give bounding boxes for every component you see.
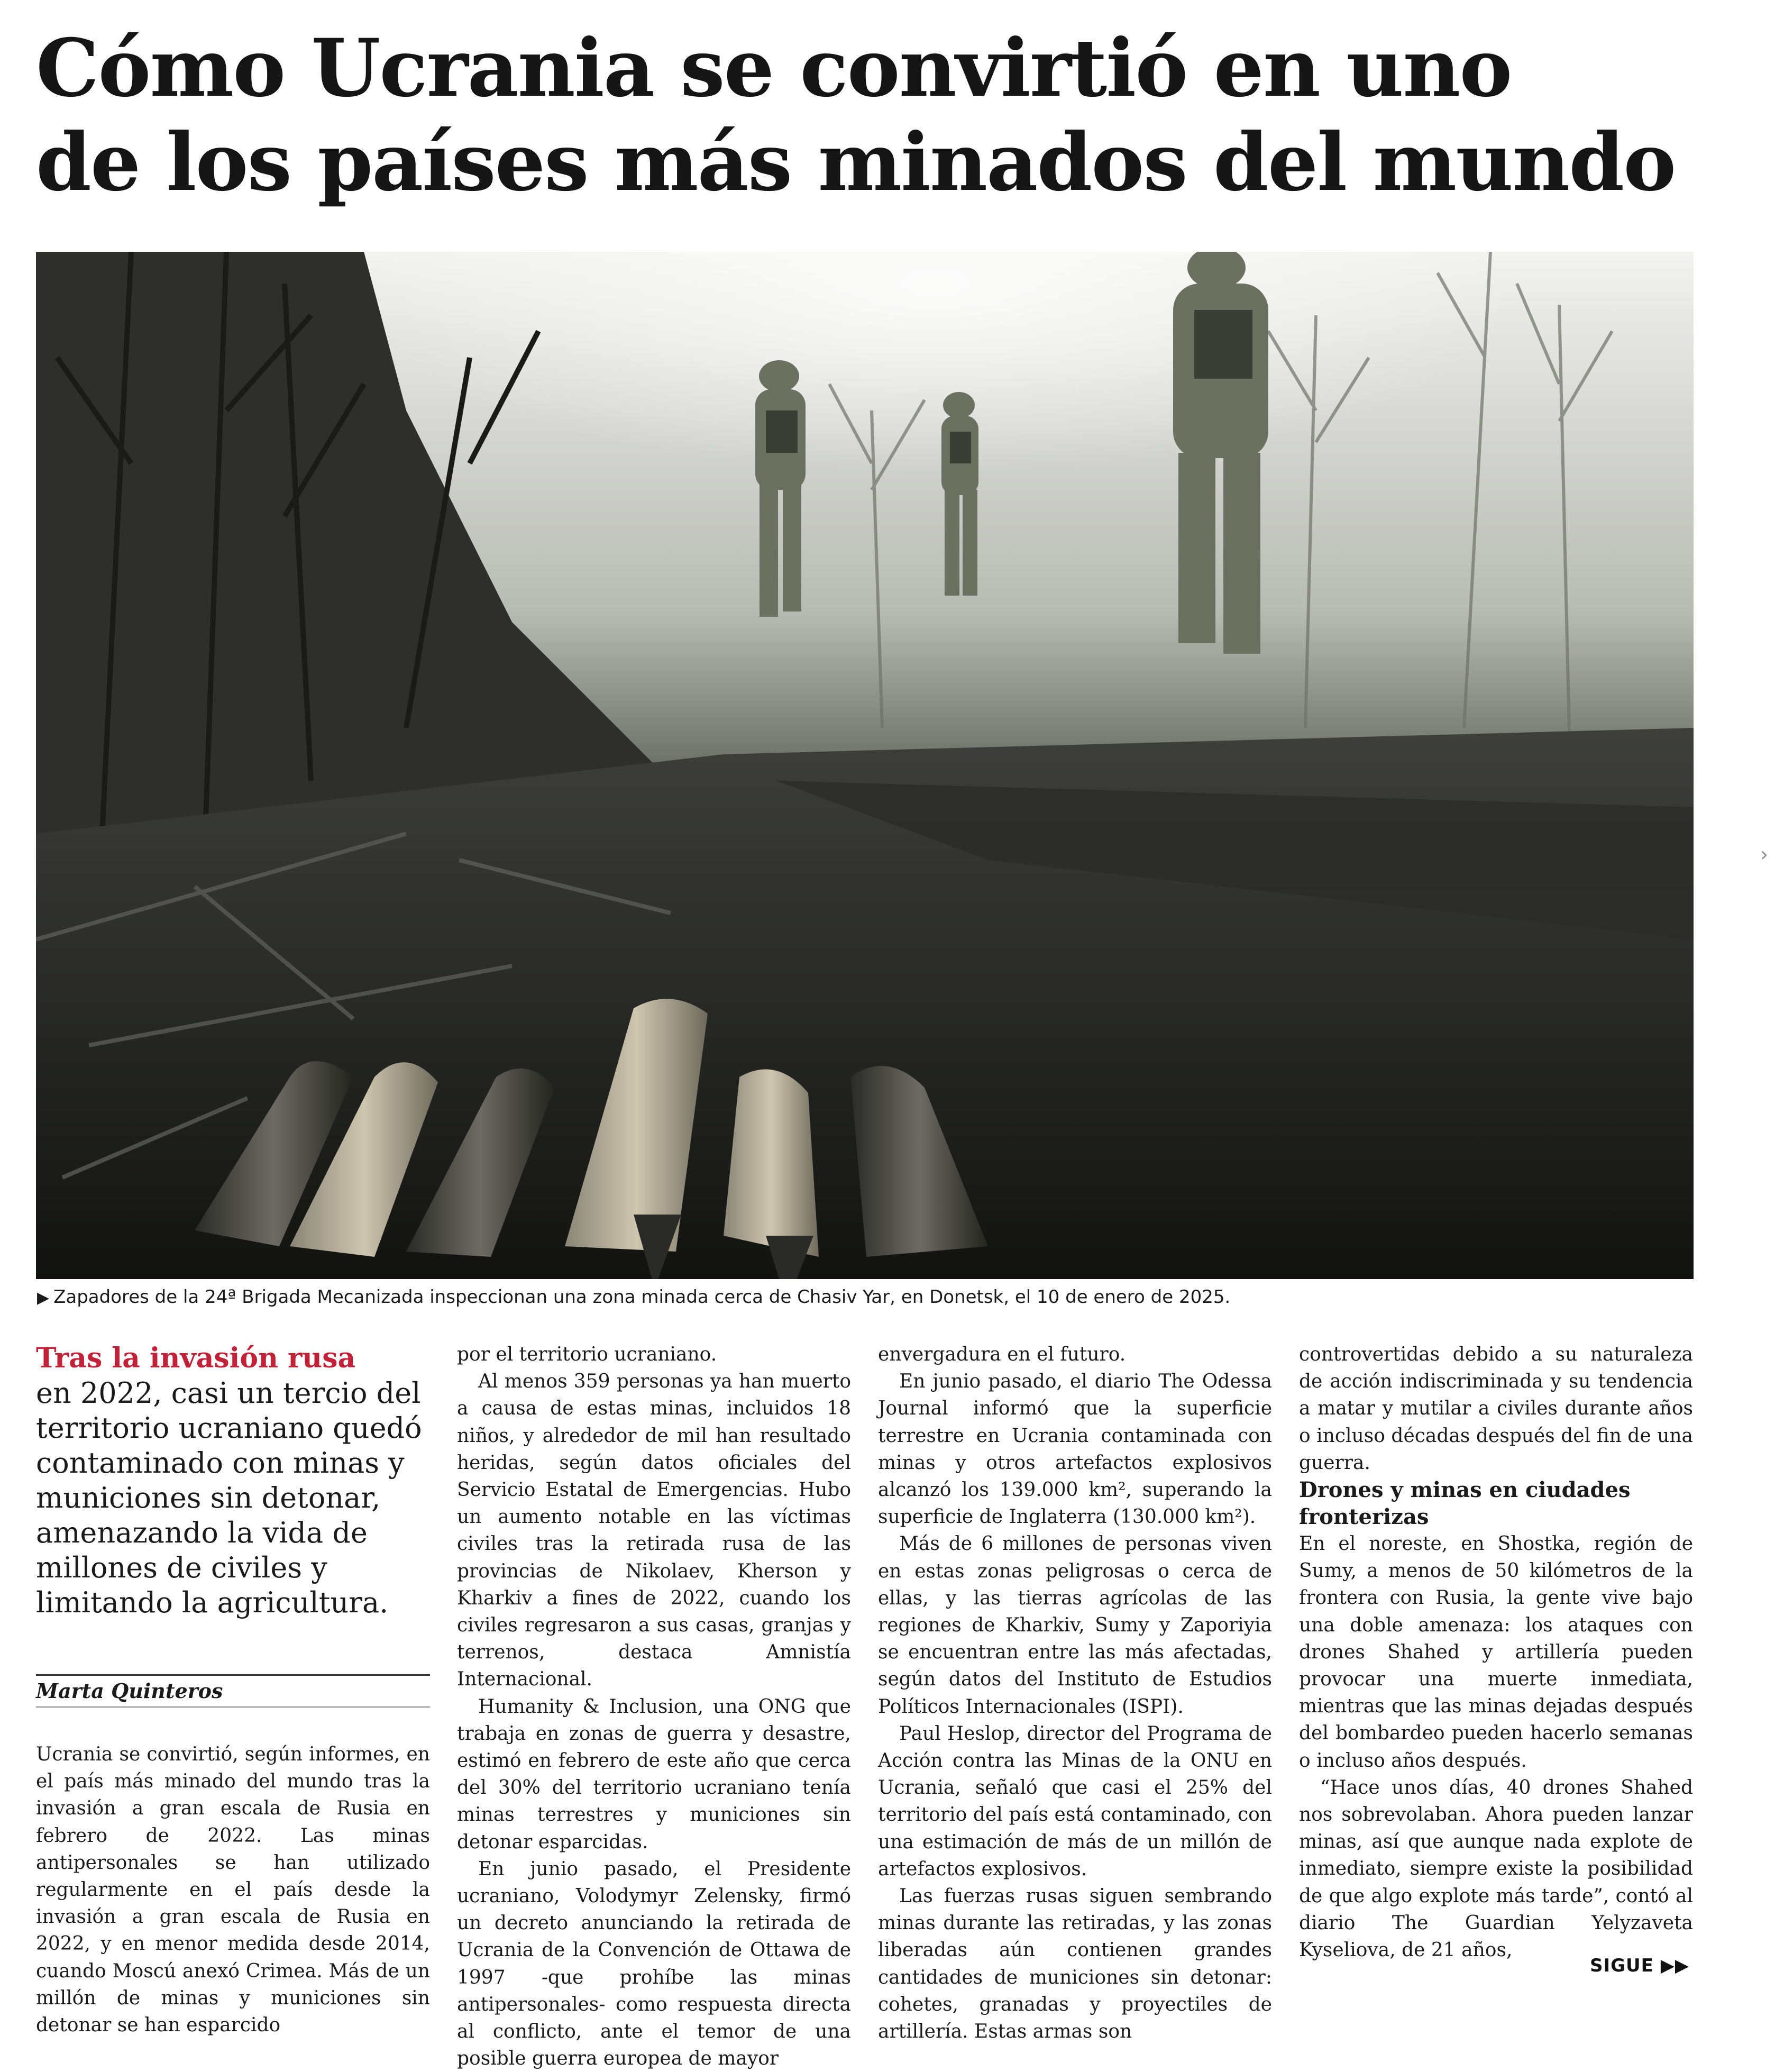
byline: Marta Quinteros [36, 1674, 430, 1708]
paragraph: controvertidas debido a su naturaleza de acción indiscriminada y su tendencia a matar y mutilar a civiles durante años o incluso décadas después del fin de una guerra. [1299, 1344, 1693, 1474]
paragraph: En el noreste, en Shostka, región de Sumy, a menos de 50 kilómetros de la frontera con Rusia, la gente vive bajo una doble amenaza: los ataques con drones Shahed y artillería pueden provocar una muerte inmediata, mientras que las minas dejadas después del bombardeo pueden hacerlo semanas o incluso años después. [1299, 1533, 1693, 1772]
caption-text: Zapadores de la 24ª Brigada Mecanizada inspeccionan una zona minada cerca de Chasiv Yar, en Donetsk, el 10 de enero de 2025. [53, 1286, 1231, 1308]
lede-kicker: Tras la invasión rusa [36, 1342, 356, 1374]
column-3 [878, 1341, 1272, 2045]
lede-text: en 2022, casi un tercio del territorio ucraniano quedó contaminado con minas y municiones sin detonar, amenazando la vida de millones de civiles y limitando la agricultura. [36, 1376, 422, 1619]
paragraph: “Hace unos días, 40 drones Shahed nos sobrevolaban. Ahora pueden lanzar minas, así que aunque nada explote de inmediato, siempre existe la posibilidad de que algo explote más tarde”, contó al diario The Guardian Yelyzaveta Kyseliova, de 21 años, [1299, 1776, 1693, 1961]
chevron-right-icon[interactable]: › [1760, 843, 1769, 866]
paragraph: En junio pasado, el Presidente ucraniano, Volodymyr Zelensky, firmó un decreto anunciando la retirada de Ucrania de la Convención de Ottawa de 1997 -que prohíbe las minas antipersonales- como respuesta directa al conflicto, ante el temor de una posible guerra europea de mayor [457, 1858, 851, 2070]
paragraph: por el territorio ucraniano. [457, 1344, 717, 1365]
continue-label[interactable]: SIGUE ▶▶ [1590, 1955, 1690, 1976]
paragraph: Al menos 359 personas ya han muerto a causa de estas minas, incluidos 18 niños, y alrededor de mil han resultado heridas, según datos oficiales del Servicio Estatal de Emergencias. Hubo un aumento notable en las víctimas civiles tras la retirada rusa de las provincias de Nikolaev, Kherson y Kharkiv a fines de 2022, cuando los civiles regresaron a sus casas, granjas y terrenos, destaca Amnistía Internacional. [457, 1371, 851, 1691]
section-subhead: Drones y minas en ciudades fronterizas [1299, 1477, 1631, 1530]
headline [36, 21, 1702, 209]
caption-marker: ▶ [37, 1289, 50, 1307]
paragraph: Humanity & Inclusion, una ONG que trabaja en zonas de guerra y desastre, estimó en febrero de este año que cerca del 30% del territorio ucraniano tenía minas terrestres y municiones sin detonar esparcidas. [457, 1695, 851, 1853]
paragraph: En junio pasado, el diario The Odessa Journal informó que la superficie terrestre en Ucrania contaminada con minas y otros artefactos explosivos alcanzó los 139.000 km², superando la superficie de Inglaterra (130.000 km²). [878, 1371, 1272, 1528]
column-4 [1299, 1341, 1693, 1964]
column-1 [36, 1722, 430, 2058]
lede-block [36, 1341, 430, 1620]
lead-photo-illustration [36, 252, 1694, 1279]
headline-line-1: Cómo Ucrania se convirtió en uno [36, 22, 1512, 115]
paragraph: envergadura en el futuro. [878, 1344, 1126, 1365]
paragraph: Más de 6 millones de personas viven en estas zonas peligrosas o cerca de ellas, y las tierras agrícolas de las regiones de Kharkiv, Sumy y Zaporiyia se encuentran entre las más afectadas, según datos del Instituto de Estudios Políticos Internacionales (ISPI). [878, 1533, 1272, 1718]
headline-line-2: de los países más minados del mundo [36, 116, 1676, 209]
paragraph: Paul Heslop, director del Programa de Acción contra las Minas de la ONU en Ucrania, señaló que casi el 25% del territorio del país está contaminado, con una estimación de más de un millón de artefactos explosivos. [878, 1722, 1272, 1880]
lead-photo [36, 252, 1694, 1279]
column-2 [457, 1341, 851, 2072]
paragraph: Las fuerzas rusas siguen sembrando minas durante las retiradas, y las zonas liberadas aún contienen grandes cantidades de municiones sin detonar: cohetes, granadas y proyectiles de artillería. Estas armas son [878, 1885, 1272, 2043]
photo-caption [37, 1285, 1692, 1310]
paragraph: Ucrania se convirtió, según informes, en el país más minado del mundo tras la invasión a gran escala de Rusia en febrero de 2022. Las minas antipersonales se han utilizado regularmente en el país desde la invasión a gran escala de Rusia en 2022, y en menor medida desde 2014, cuando Moscú anexó Crimea. Más de un millón de minas y municiones sin detonar se han esparcido [36, 1744, 430, 2037]
